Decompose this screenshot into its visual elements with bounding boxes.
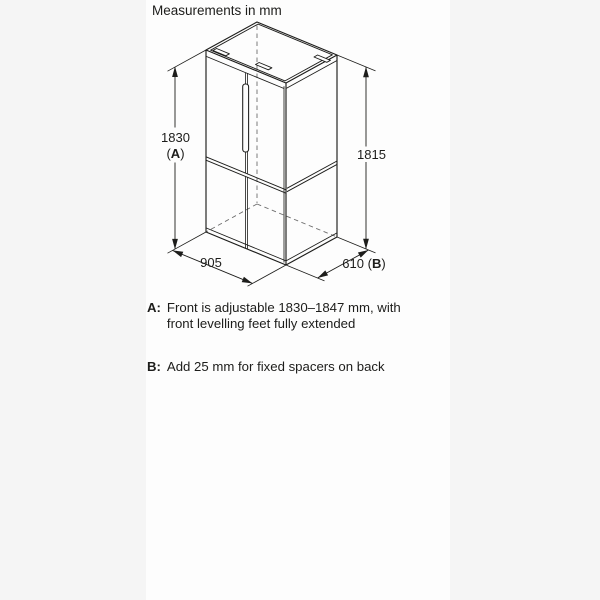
extension-lines	[168, 50, 376, 286]
bottom-right-edge	[286, 237, 337, 265]
freezer-band-side	[287, 161, 337, 192]
note-b	[147, 359, 439, 375]
side-top-rim	[287, 61, 338, 89]
arrow-width-left-icon	[173, 250, 184, 257]
ext-front-bottom-left	[248, 265, 287, 286]
door-handle	[243, 84, 249, 152]
fridge-top-rim	[211, 24, 333, 81]
note-b-text: Add 25 mm for fixed spacers on back	[166, 359, 385, 374]
dimension-labels	[161, 130, 386, 271]
note-a-text: Front is adjustable 1830–1847 mm, with front levelling feet fully extended	[166, 300, 401, 331]
dim-ref-height-front: (A)	[166, 145, 185, 161]
hidden-bottom-right-edge	[257, 204, 337, 237]
dimension-lines	[168, 50, 376, 286]
hinge-right-icon	[314, 55, 330, 62]
dim-label-width: 905	[200, 255, 222, 270]
note-a	[147, 300, 439, 332]
drawer-gap	[246, 177, 248, 250]
ext-bottom-right	[337, 237, 376, 253]
note-a-label: A:	[147, 300, 161, 315]
dim-label-height-front: 1830	[161, 129, 190, 145]
arrow-width-right-icon	[242, 277, 253, 284]
arrow-up-icon-right	[363, 67, 369, 78]
ext-front-bottom-right	[286, 265, 325, 281]
dimension-arrowheads	[172, 67, 369, 284]
arrow-depth-left-icon	[318, 270, 329, 278]
note-b-label: B:	[147, 359, 161, 374]
dim-label-depth: 610 (B)	[342, 256, 386, 271]
page-title: Measurements in mm	[152, 3, 282, 18]
ext-top-right	[337, 55, 376, 71]
bottom-right-base-line	[286, 233, 337, 261]
hidden-bottom-left-edge	[206, 204, 257, 232]
fridge-drawing	[206, 22, 337, 265]
ext-top-left	[168, 50, 207, 71]
hinge-center-icon	[256, 63, 272, 70]
dim-label-height-back: 1815	[357, 147, 386, 162]
arrow-down-icon-right	[363, 239, 369, 250]
